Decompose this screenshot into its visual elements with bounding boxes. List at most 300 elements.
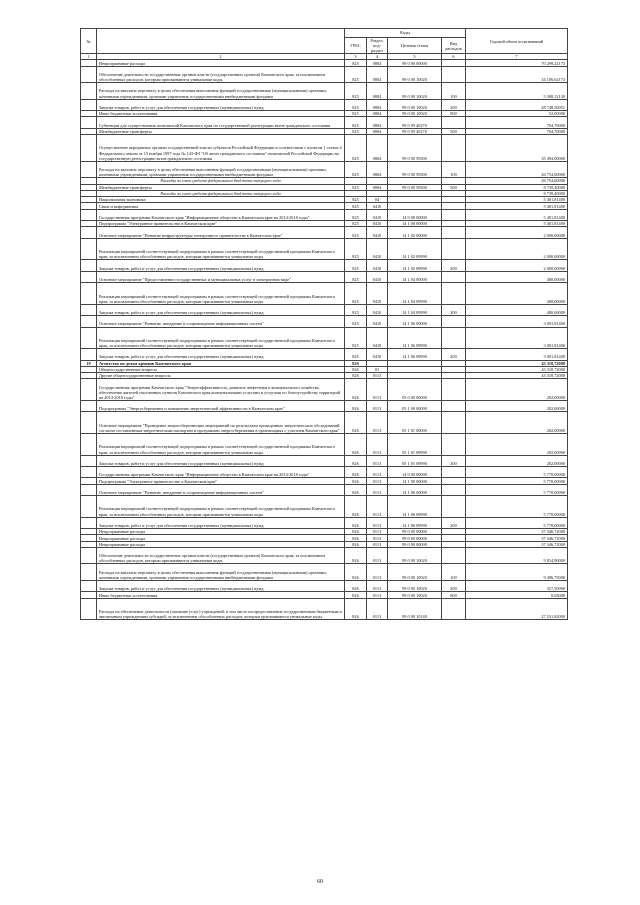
- table-row: [81, 517, 568, 528]
- row-grbs: 825: [345, 283, 367, 305]
- row-amount: 5 401,81400: [466, 203, 568, 209]
- row-amount: 43 318,72000: [466, 373, 568, 379]
- row-expense-type: [442, 271, 466, 282]
- row-expense-type: [442, 598, 466, 620]
- row-grbs: 825: [345, 60, 367, 66]
- row-number: [81, 117, 97, 128]
- header-exptype: Вид расходов: [442, 38, 466, 54]
- row-target: 14 0 00 00000: [388, 209, 442, 220]
- row-expense-type: [442, 379, 466, 401]
- row-number: [81, 327, 97, 349]
- row-description: Непрограммные расходы: [97, 541, 345, 547]
- row-target: 99 0 00 10020: [388, 564, 442, 581]
- row-expense-type: [442, 283, 466, 305]
- row-grbs: 825: [345, 197, 367, 203]
- row-description: Расходы на выплаты персоналу в целях обеспечения выполнения функций государственными (муниципальными) органами, казенными учреждениями, органами управления государственными внебюджетными фондами: [97, 564, 345, 581]
- row-description: Закупка товаров, работ и услуг для обеспечения государственных (муниципальных) нужд: [97, 517, 345, 528]
- row-target: 99 0 00 59300: [388, 161, 442, 178]
- row-grbs: 825: [345, 83, 367, 100]
- row-number: [81, 466, 97, 477]
- row-description: Обеспечение деятельности государственных органов власти (государственных органов) Камчатского края, за исключением обособленных расходов, которым присваиваются уникальные коды: [97, 547, 345, 564]
- row-expense-type: 800: [442, 592, 466, 598]
- table-row: [81, 227, 568, 238]
- row-grbs: 826: [345, 478, 367, 484]
- row-target: 14 1 00 00000: [388, 478, 442, 484]
- row-description: Подпрограмма "Электронное правительство в Камчатском крае": [97, 478, 345, 484]
- row-grbs: 825: [345, 327, 367, 349]
- row-grbs: 826: [345, 379, 367, 401]
- row-description: Закупка товаров, работ и услуг для обеспечения государственных (муниципальных) нужд: [97, 580, 345, 591]
- row-section: 0804: [367, 117, 388, 128]
- row-description: Связь и информатика: [97, 203, 345, 209]
- row-amount: 35 494,00000: [466, 135, 568, 162]
- row-amount: 37 346,72000: [466, 529, 568, 535]
- row-section: 0113: [367, 455, 388, 466]
- row-section: 0804: [367, 60, 388, 66]
- row-expense-type: [442, 484, 466, 495]
- row-section: 0410: [367, 260, 388, 271]
- row-expense-type: [442, 135, 466, 162]
- row-description: Осуществление переданных органам государственной власти субъектов Российской Федерации в соответствии с пунктом 1 статьи 4 Федерального закона от 15 ноября 1997 года № 143-ФЗ "Об актах гражданского состояния" полномочий Российской Федерации на государственную регистрацию актов гражданского состояния: [97, 135, 345, 162]
- row-section: 0804: [367, 161, 388, 178]
- row-description: Основное мероприятие "Развитие, внедрение и сопровождение информационных систем": [97, 316, 345, 327]
- row-section: 0804: [367, 99, 388, 110]
- row-description: Обеспечение деятельности государственных органов власти (государственных органов) Камчатского края, за исключением обособленных расходов, которым присваиваются уникальные коды: [97, 66, 345, 83]
- table-row: [81, 598, 568, 620]
- row-amount: 43 318,72000: [466, 360, 568, 366]
- row-description: Реализация мероприятий соответствующей подпрограммы в рамках соответствующей государственной программы Камчатского края, за исключением обособленных расходов, которым присваиваются уникальные коды: [97, 434, 345, 456]
- row-grbs: 826: [345, 466, 367, 477]
- row-section: 0113: [367, 598, 388, 620]
- row-grbs: 825: [345, 271, 367, 282]
- row-description: Основное мероприятие "Проведение энергосберегающих мероприятий по результатам проведенных энергетических обследований, согласно составленным энергетическим паспортам и программам энергосбережения в организациях с участием Камчатского края": [97, 412, 345, 434]
- row-grbs: 826: [345, 496, 367, 518]
- row-grbs: 826: [345, 580, 367, 591]
- row-amount: 400,00000: [466, 304, 568, 315]
- row-amount: 37 346,72000: [466, 541, 568, 547]
- row-description: Государственная программа Камчатского края "Информационное общество в Камчатском крае на 2014-2018 годы": [97, 466, 345, 477]
- row-grbs: 825: [345, 99, 367, 110]
- row-expense-type: [442, 66, 466, 83]
- row-description: Субвенции для осуществления полномочий Камчатского края по государственной регистрации актов гражданского состояния: [97, 117, 345, 128]
- row-grbs: 825: [345, 111, 367, 117]
- row-description: Агентство по делам архивов Камчатского края: [97, 360, 345, 366]
- row-description: Подпрограмма "Электронное правительство в Камчатском крае": [97, 221, 345, 227]
- header-grbs: ГРБС: [345, 38, 367, 54]
- header-name: [97, 29, 345, 54]
- row-expense-type: 100: [442, 83, 466, 100]
- row-section: 0113: [367, 529, 388, 535]
- row-grbs: 825: [345, 227, 367, 238]
- row-target: 05 1 01 00000: [388, 412, 442, 434]
- row-section: 0113: [367, 434, 388, 456]
- row-expense-type: [442, 316, 466, 327]
- row-amount: 202,00000: [466, 455, 568, 466]
- row-description: Межбюджетные трансферты: [97, 128, 345, 134]
- row-section: 0113: [367, 580, 388, 591]
- row-amount: 5 401,81400: [466, 209, 568, 220]
- row-expense-type: [442, 412, 466, 434]
- row-target: 14 1 06 09990: [388, 327, 442, 349]
- table-row: [81, 496, 568, 518]
- row-target: 99 0 09 40270: [388, 117, 442, 128]
- table-row: [81, 209, 568, 220]
- row-number: [81, 517, 97, 528]
- row-target: 99 0 00 10020: [388, 99, 442, 110]
- row-grbs: 826: [345, 412, 367, 434]
- row-target: 99 0 00 00000: [388, 529, 442, 535]
- table-row: [81, 349, 568, 360]
- row-number: [81, 401, 97, 412]
- row-section: 0410: [367, 203, 388, 209]
- index-cell: 5: [388, 54, 442, 60]
- row-amount: 317,50000: [466, 580, 568, 591]
- row-grbs: 826: [345, 401, 367, 412]
- row-description: Закупка товаров, работ и услуг для обеспечения государственных (муниципальных) нужд: [97, 455, 345, 466]
- row-target: 05 1 01 09990: [388, 434, 442, 456]
- table-row: [81, 135, 568, 162]
- row-section: 0113: [367, 517, 388, 528]
- row-section: 0113: [367, 401, 388, 412]
- row-section: 0113: [367, 478, 388, 484]
- row-section: 0410: [367, 271, 388, 282]
- row-amount: 28 748,50051: [466, 99, 568, 110]
- table-row: [81, 564, 568, 581]
- row-section: 0113: [367, 496, 388, 518]
- row-amount: 400,00000: [466, 283, 568, 305]
- row-target: 14 1 06 09990: [388, 496, 442, 518]
- row-description: Расходы на выплаты персоналу в целях обеспечения выполнения функций государственными (муниципальными) органами, казенными учреждениями, органами управления государственными внебюджетными фондами: [97, 83, 345, 100]
- row-amount: 5 401,81400: [466, 221, 568, 227]
- table-row: [81, 401, 568, 412]
- row-amount: 5 770,00000: [466, 478, 568, 484]
- row-grbs: 825: [345, 209, 367, 220]
- row-description: Основное мероприятие "Развитие инфраструктуры электронного правительства в Камчатском крае": [97, 227, 345, 238]
- row-expense-type: [442, 547, 466, 564]
- row-grbs: 825: [345, 304, 367, 315]
- row-amount: 3 001,81400: [466, 327, 568, 349]
- row-amount: 5 770,00000: [466, 496, 568, 518]
- row-number: [81, 271, 97, 282]
- row-section: 0804: [367, 83, 388, 100]
- row-target: 14 1 04 00000: [388, 271, 442, 282]
- row-grbs: 826: [345, 484, 367, 495]
- row-number: [81, 66, 97, 83]
- row-section: 0113: [367, 412, 388, 434]
- row-description: Закупка товаров, работ и услуг для обеспечения государственных (муниципальных) нужд: [97, 349, 345, 360]
- row-section: 0113: [367, 373, 388, 379]
- row-grbs: 826: [345, 434, 367, 456]
- row-target: 99 0 00 10020: [388, 111, 442, 117]
- row-amount: 202,00000: [466, 379, 568, 401]
- row-number: [81, 209, 97, 220]
- row-grbs: 826: [345, 366, 367, 372]
- row-section: 0113: [367, 484, 388, 495]
- row-description: Закупка товаров, работ и услуг для обеспечения государственных (муниципальных) нужд: [97, 304, 345, 315]
- row-number: [81, 135, 97, 162]
- row-section: 0113: [367, 535, 388, 541]
- row-section: 0113: [367, 379, 388, 401]
- row-description: Иные бюджетные ассигнования: [97, 592, 345, 598]
- row-target: 99 0 00 10020: [388, 83, 442, 100]
- row-description: Расходы на выплаты персоналу в целях обеспечения выполнения функций государственными (муниципальными) органами, казенными учреждениями, органами управления государственными внебюджетными фондами: [97, 161, 345, 178]
- table-row: [81, 99, 568, 110]
- row-section: 0804: [367, 135, 388, 162]
- row-description: Подпрограмма "Энергосбережение и повышение энергетической эффективности в Камчатском крае": [97, 401, 345, 412]
- row-amount: 5 308,12130: [466, 83, 568, 100]
- row-amount: 202,00000: [466, 412, 568, 434]
- table-row: [81, 327, 568, 349]
- row-section: 0113: [367, 466, 388, 477]
- row-amount: 0,65000: [466, 592, 568, 598]
- row-section: 0410: [367, 209, 388, 220]
- row-grbs: 826: [345, 360, 367, 366]
- row-description: Иные бюджетные ассигнования: [97, 111, 345, 117]
- row-description: Закупка товаров, работ и услуг для обеспечения государственных (муниципальных) нужд: [97, 260, 345, 271]
- row-description: Расходы за счет средств федерального бюджета текущего года: [97, 178, 345, 184]
- table-body: [81, 60, 568, 620]
- table-row: [81, 66, 568, 83]
- row-grbs: 825: [345, 128, 367, 134]
- row-grbs: 825: [345, 349, 367, 360]
- row-grbs: 826: [345, 547, 367, 564]
- row-section: 04: [367, 197, 388, 203]
- row-description: Реализация мероприятий соответствующей подпрограммы в рамках соответствующей государственной программы Камчатского края, за исключением обособленных расходов, которым присваиваются уникальные коды: [97, 283, 345, 305]
- index-cell: 1: [81, 54, 97, 60]
- row-description: Государственная программа Камчатского края "Энергоэффективность, развитие энергетики и коммунального хозяйства, обеспечение жителей населенных пунктов Камчатского края коммунальными услугами и услугами по благоустройству территорий на 2014-2018 годы": [97, 379, 345, 401]
- row-amount: 2 000,00000: [466, 238, 568, 260]
- row-section: 0410: [367, 349, 388, 360]
- index-cell: 3: [345, 54, 367, 60]
- row-section: 0113: [367, 547, 388, 564]
- row-section: 0113: [367, 564, 388, 581]
- row-number: [81, 379, 97, 401]
- row-number: [81, 564, 97, 581]
- header-annual: Годовой объем ассигнований: [466, 29, 568, 54]
- row-description: Основное мероприятие "Развитие, внедрение и сопровождение информационных систем": [97, 484, 345, 495]
- row-target: 99 0 09 40270: [388, 128, 442, 134]
- row-grbs: 826: [345, 541, 367, 547]
- row-expense-type: [442, 434, 466, 456]
- row-expense-type: 200: [442, 580, 466, 591]
- row-number: [81, 83, 97, 100]
- row-amount: 26 754,60000: [466, 161, 568, 178]
- row-section: 0113: [367, 592, 388, 598]
- row-expense-type: [442, 496, 466, 518]
- row-expense-type: 200: [442, 304, 466, 315]
- row-grbs: 825: [345, 184, 367, 190]
- row-grbs: 826: [345, 592, 367, 598]
- row-expense-type: [442, 401, 466, 412]
- row-grbs: 826: [345, 535, 367, 541]
- index-cell: 2: [97, 54, 345, 60]
- row-amount: 704,70000: [466, 128, 568, 134]
- row-grbs: 825: [345, 161, 367, 178]
- row-section: 0804: [367, 111, 388, 117]
- row-grbs: 826: [345, 564, 367, 581]
- row-amount: 8 739,40000: [466, 184, 568, 190]
- row-section: 0410: [367, 327, 388, 349]
- row-description: Расходы на обеспечение деятельности (оказание услуг) учреждений, в том числе на предоставление государственным бюджетным и автономным учреждениям субсидий, за исключением обособленных расходов, которым присваиваются уникальные коды: [97, 598, 345, 620]
- table-row: [81, 379, 568, 401]
- row-number: [81, 161, 97, 178]
- row-expense-type: 100: [442, 564, 466, 581]
- row-number: [81, 455, 97, 466]
- row-amount: 2 000,00000: [466, 227, 568, 238]
- row-description: Непрограммные расходы: [97, 60, 345, 66]
- row-description: Реализация мероприятий соответствующей подпрограммы в рамках соответствующей государственной программы Камчатского края, за исключением обособленных расходов, которым присваиваются уникальные коды: [97, 238, 345, 260]
- row-target: 99 0 00 10020: [388, 580, 442, 591]
- row-section: 0410: [367, 283, 388, 305]
- row-grbs: 825: [345, 221, 367, 227]
- row-target: 05 0 00 00000: [388, 379, 442, 401]
- table-row: [81, 83, 568, 100]
- row-expense-type: 100: [442, 161, 466, 178]
- row-amount: 3 001,81400: [466, 316, 568, 327]
- header-num: №: [81, 29, 97, 54]
- row-number: [81, 484, 97, 495]
- row-number: [81, 316, 97, 327]
- table-row: [81, 547, 568, 564]
- row-grbs: 825: [345, 238, 367, 260]
- row-amount: 5 401,81400: [466, 197, 568, 203]
- row-amount: 9 814,90000: [466, 547, 568, 564]
- row-grbs: 826: [345, 517, 367, 528]
- row-amount: 5 770,00000: [466, 466, 568, 477]
- row-expense-type: 500: [442, 128, 466, 134]
- header-codes: Коды: [345, 29, 466, 38]
- row-description: Непрограммные расходы: [97, 529, 345, 535]
- row-target: 14 1 06 00000: [388, 316, 442, 327]
- row-amount: 202,00000: [466, 434, 568, 456]
- table-row: [81, 238, 568, 260]
- row-section: 0804: [367, 66, 388, 83]
- row-target: 14 1 00 00000: [388, 221, 442, 227]
- row-description: Расходы за счет средств федерального бюджета текущего года: [97, 190, 345, 196]
- page-number: 60: [317, 879, 323, 885]
- row-number: [81, 496, 97, 518]
- row-target: 99 0 00 10140: [388, 598, 442, 620]
- row-amount: 2 000,00000: [466, 260, 568, 271]
- table-row: [81, 412, 568, 434]
- row-expense-type: 200: [442, 349, 466, 360]
- row-description: Реализация мероприятий соответствующей подпрограммы в рамках соответствующей государственной программы Камчатского края, за исключением обособленных расходов, которым присваиваются уникальные коды: [97, 327, 345, 349]
- row-number: [81, 412, 97, 434]
- document-page: [80, 28, 567, 620]
- row-amount: 52,00000: [466, 111, 568, 117]
- row-section: 0410: [367, 227, 388, 238]
- row-target: 14 1 02 00000: [388, 227, 442, 238]
- row-target: 14 1 02 09990: [388, 238, 442, 260]
- row-expense-type: [442, 209, 466, 220]
- row-target: 14 0 00 00000: [388, 466, 442, 477]
- row-grbs: 825: [345, 135, 367, 162]
- row-section: 01: [367, 366, 388, 372]
- row-number: [81, 580, 97, 591]
- row-target: 99 0 00 00000: [388, 60, 442, 66]
- row-amount: 26 754,60000: [466, 178, 568, 184]
- table-row: [81, 161, 568, 178]
- table-row: [81, 484, 568, 495]
- row-amount: 37 346,72000: [466, 535, 568, 541]
- row-number: [81, 547, 97, 564]
- row-description: Основное мероприятие "Предоставление государственных и муниципальных услуг в электронном виде": [97, 271, 345, 282]
- row-target: 14 1 06 09990: [388, 349, 442, 360]
- row-target: 14 1 04 09990: [388, 283, 442, 305]
- row-expense-type: [442, 117, 466, 128]
- row-target: 99 0 00 59300: [388, 184, 442, 190]
- row-expense-type: [442, 466, 466, 477]
- row-amount: 3 001,81400: [466, 349, 568, 360]
- row-grbs: 825: [345, 203, 367, 209]
- row-expense-type: 200: [442, 455, 466, 466]
- row-expense-type: [442, 238, 466, 260]
- table-row: [81, 304, 568, 315]
- row-target: 99 0 00 10020: [388, 547, 442, 564]
- header-section: Раздел, под-раздел: [367, 38, 388, 54]
- row-target: 99 0 00 00000: [388, 541, 442, 547]
- row-grbs: 826: [345, 373, 367, 379]
- row-number: [81, 260, 97, 271]
- table-row: [81, 316, 568, 327]
- row-description: Национальная экономика: [97, 197, 345, 203]
- index-cell: 7: [466, 54, 568, 60]
- index-cell: 6: [442, 54, 466, 60]
- row-amount: 27 531,82000: [466, 598, 568, 620]
- row-target: 05 1 01 09990: [388, 455, 442, 466]
- row-expense-type: [442, 227, 466, 238]
- table-row: [81, 271, 568, 282]
- row-number: [81, 349, 97, 360]
- row-description: Реализация мероприятий соответствующей подпрограммы в рамках соответствующей государственной программы Камчатского края, за исключением обособленных расходов, которым присваиваются уникальные коды: [97, 496, 345, 518]
- row-description: Общегосударственные вопросы: [97, 366, 345, 372]
- row-description: Непрограммные расходы: [97, 535, 345, 541]
- table-row: [81, 260, 568, 271]
- index-cell: 4: [367, 54, 388, 60]
- row-grbs: 826: [345, 455, 367, 466]
- row-amount: 8 739,40000: [466, 190, 568, 196]
- row-amount: 5 770,00000: [466, 517, 568, 528]
- row-amount: 34 106,62173: [466, 66, 568, 83]
- row-number: [81, 283, 97, 305]
- row-expense-type: 800: [442, 111, 466, 117]
- row-target: 99 0 00 59300: [388, 135, 442, 162]
- row-number: [81, 304, 97, 315]
- row-number: [81, 238, 97, 260]
- table-row: [81, 283, 568, 305]
- row-grbs: 825: [345, 66, 367, 83]
- row-amount: 5 770,00000: [466, 484, 568, 495]
- row-target: 14 1 02 09990: [388, 260, 442, 271]
- row-section: 0804: [367, 184, 388, 190]
- table-row: [81, 117, 568, 128]
- row-target: 99 0 00 00000: [388, 535, 442, 541]
- row-description: Межбюджетные трансферты: [97, 184, 345, 190]
- row-target: 99 0 00 10020: [388, 592, 442, 598]
- table-row: [81, 580, 568, 591]
- row-expense-type: 200: [442, 260, 466, 271]
- row-grbs: 825: [345, 260, 367, 271]
- row-amount: 43 318,72000: [466, 366, 568, 372]
- row-target: 99 0 00 10020: [388, 66, 442, 83]
- row-description: Другие общегосударственные вопросы: [97, 373, 345, 379]
- row-amount: 704,70000: [466, 117, 568, 128]
- row-grbs: 826: [345, 598, 367, 620]
- row-expense-type: 200: [442, 517, 466, 528]
- row-number: [81, 434, 97, 456]
- row-number: [81, 99, 97, 110]
- row-amount: 400,00000: [466, 271, 568, 282]
